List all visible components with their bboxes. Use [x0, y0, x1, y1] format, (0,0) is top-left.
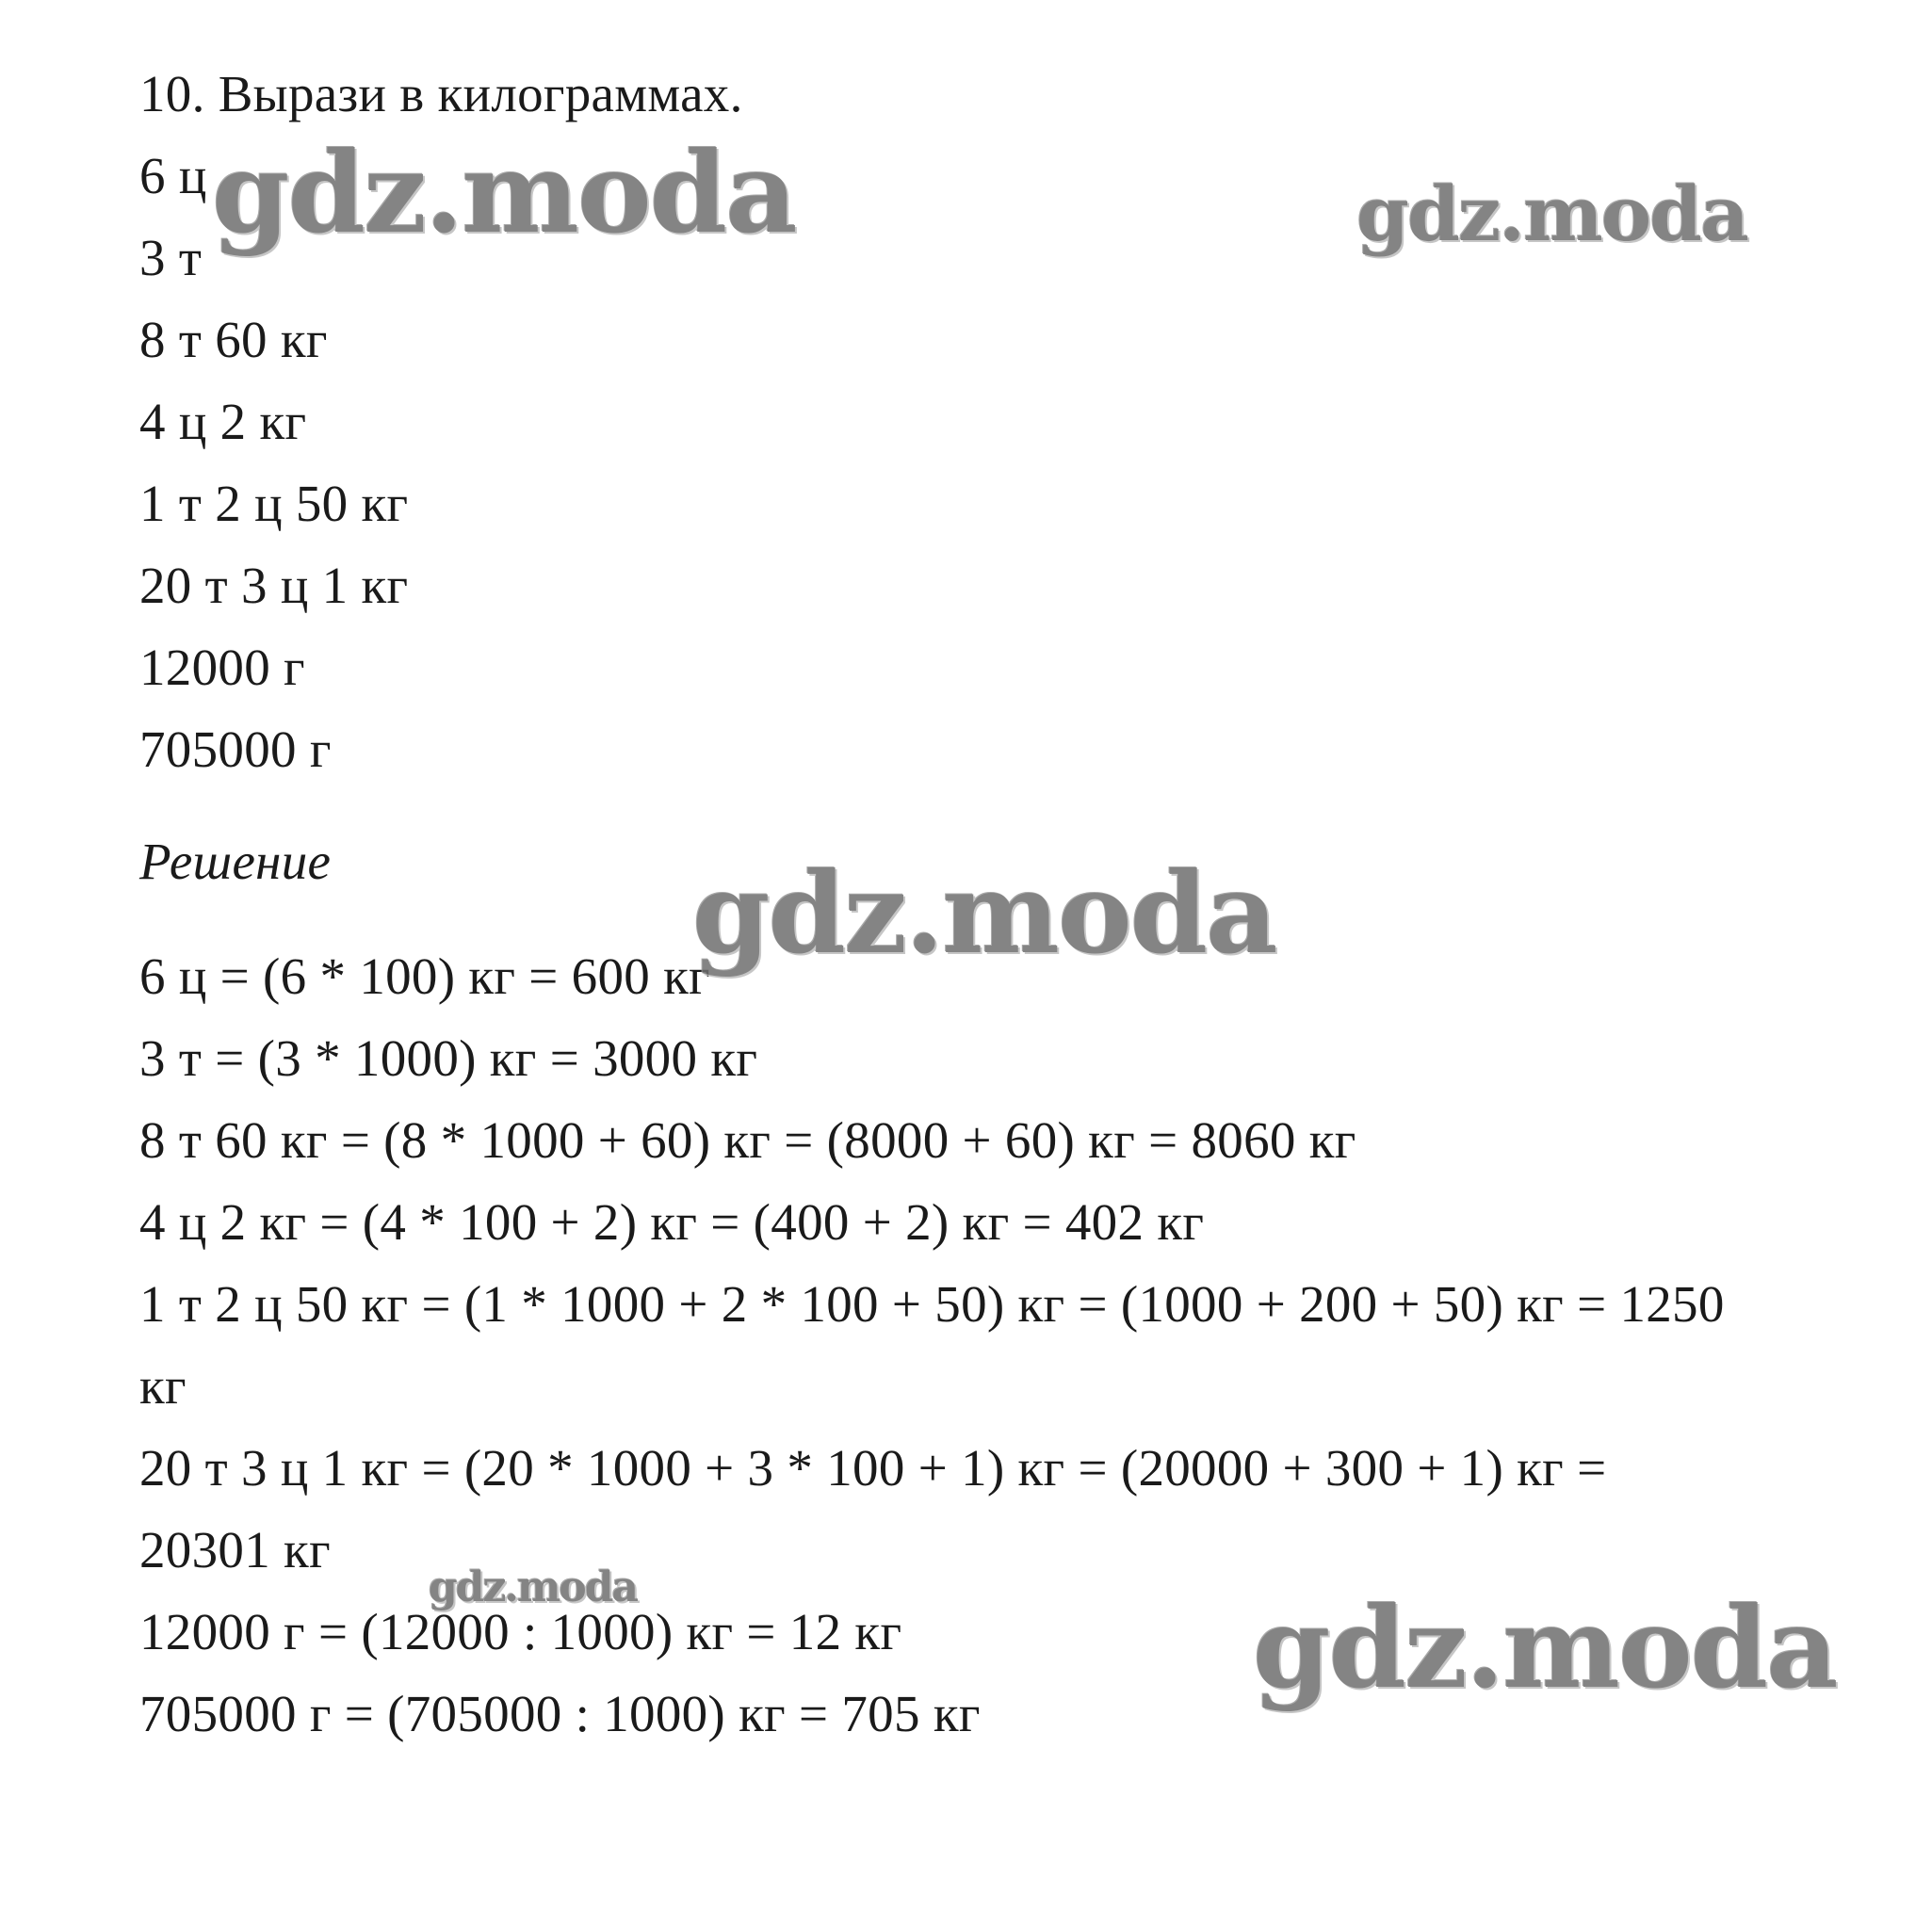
- task-item: 6 ц: [139, 147, 207, 204]
- task-item: 12000 г: [139, 639, 305, 696]
- solution-line: 8 т 60 кг = (8 * 1000 + 60) кг = (8000 + 60) кг = 8060 кг: [139, 1111, 1356, 1169]
- task-title: 10. Вырази в килограммах.: [139, 65, 743, 122]
- watermark-logo: gdz.moda: [1356, 170, 1747, 258]
- solution-line: 6 ц = (6 * 100) кг = 600 кг: [139, 947, 711, 1005]
- solution-heading: Решение: [139, 833, 332, 890]
- task-item: 4 ц 2 кг: [139, 393, 307, 450]
- solution-line: 705000 г = (705000 : 1000) кг = 705 кг: [139, 1685, 981, 1742]
- watermark-logo: gdz.moda: [212, 127, 796, 258]
- solution-line: 20 т 3 ц 1 кг = (20 * 1000 + 3 * 100 + 1) кг = (20000 + 300 + 1) кг =: [139, 1439, 1607, 1497]
- watermark-logo: gdz.moda: [1253, 1582, 1837, 1713]
- watermark-logo: gdz.moda: [429, 1563, 638, 1611]
- task-item: 20 т 3 ц 1 кг: [139, 557, 409, 614]
- solution-line: кг: [139, 1357, 187, 1415]
- solution-line: 1 т 2 ц 50 кг = (1 * 1000 + 2 * 100 + 50) кг = (1000 + 200 + 50) кг = 1250: [139, 1275, 1725, 1333]
- solution-line: 4 ц 2 кг = (4 * 100 + 2) кг = (400 + 2) кг = 402 кг: [139, 1193, 1205, 1251]
- solution-line: 20301 кг: [139, 1521, 331, 1578]
- solution-line: 3 т = (3 * 1000) кг = 3000 кг: [139, 1029, 758, 1087]
- task-item: 1 т 2 ц 50 кг: [139, 475, 409, 532]
- task-item: 705000 г: [139, 720, 332, 778]
- solution-line: 12000 г = (12000 : 1000) кг = 12 кг: [139, 1603, 902, 1660]
- watermark-logo: gdz.moda: [692, 848, 1276, 979]
- task-item: 3 т: [139, 229, 203, 286]
- task-item: 8 т 60 кг: [139, 311, 328, 368]
